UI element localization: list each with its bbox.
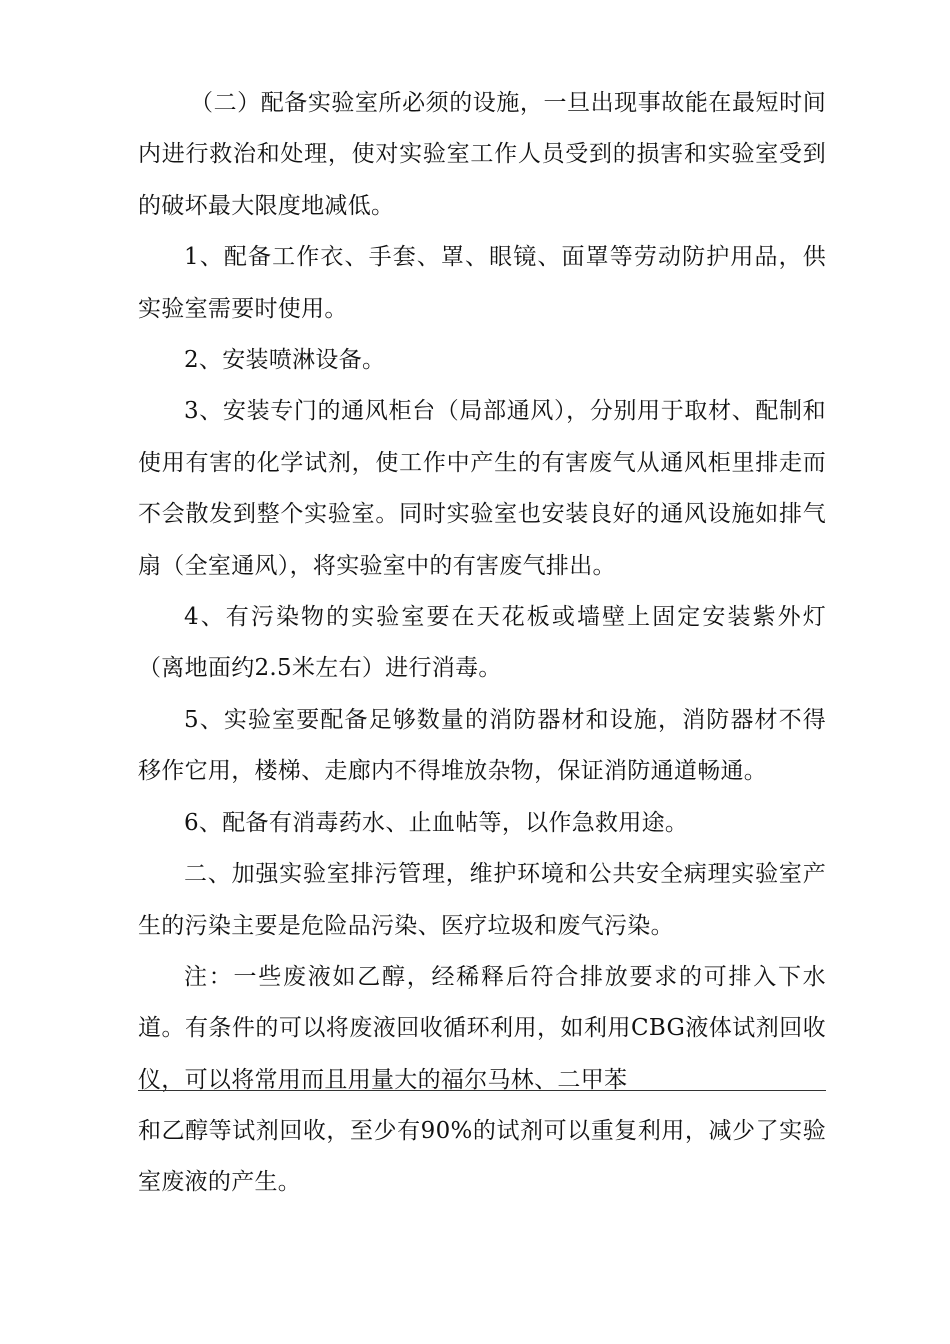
paragraph-item-6: 6、配备有消毒药水、止血帖等，以作急救用途。 [184,809,689,836]
paragraph-facilities-intro: （二）配备实验室所必须的设施，一旦出现事故能在最短时间内进行救治和处理，使对实验室工作人员受到的损害和实验室受到的破坏最大限度地减低。 [138,90,826,219]
paragraph-item-1: 1、配备工作衣、手套、罩、眼镜、面罩等劳动防护用品，供实验室需要时使用。 [138,244,826,322]
paragraph-item-3: 3、安装专门的通风柜台（局部通风），分别用于取材、配制和使用有害的化学试剂，使工作中产生的有害废气从通风柜里排走而不会散发到整个实验室。同时实验室也安装良好的通风设施如排气扇（全室通风），将实验室中的有害废气排出。 [138,398,826,579]
paragraph-note-continuation: 和乙醇等试剂回收，至少有90%的试剂可以重复利用，减少了实验室废液的产生。 [138,1118,826,1196]
paragraph-item-2: 2、安装喷淋设备。 [184,347,386,374]
paragraph-note: 注：一些废液如乙醇，经稀释后符合排放要求的可排入下水道。有条件的可以将废液回收循环利用，如利用CBG液体试剂回收仪，可以将常用而且用量大的福尔马林、二甲苯 [138,963,826,1093]
paragraph-item-5: 5、实验室要配备足够数量的消防器材和设施，消防器材不得移作它用，楼梯、走廊内不得堆放杂物，保证消防通道畅通。 [138,706,826,785]
paragraph-section-two: 二、加强实验室排污管理，维护环境和公共安全病理实验室产生的污染主要是危险品污染、医疗垃圾和废气污染。 [138,861,826,939]
page-divider [138,1090,826,1091]
document-body [138,78,826,1106]
paragraph-item-4: 4、有污染物的实验室要在天花板或墙壁上固定安装紫外灯（离地面约2.5米左右）进行消毒。 [138,604,826,682]
continued-text-block [138,1106,826,1209]
